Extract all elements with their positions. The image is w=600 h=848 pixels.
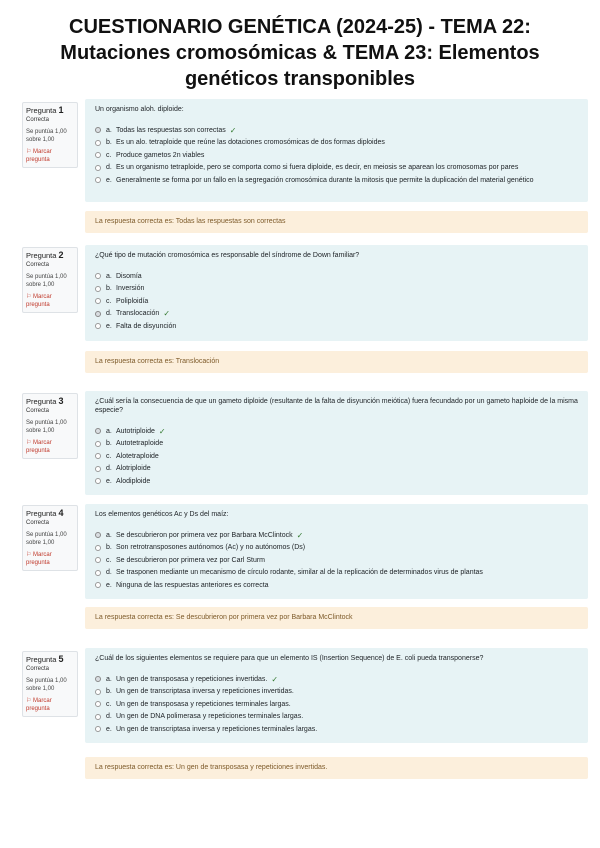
answer-text: Un gen de DNA polimerasa y repeticiones terminales largas. bbox=[116, 713, 304, 721]
answer-text: Un gen de transcriptasa inversa y repeticiones invertidas. bbox=[116, 688, 294, 696]
answer-radio[interactable] bbox=[95, 714, 101, 720]
flag-question-link[interactable] bbox=[26, 697, 74, 713]
answer-text: Ninguna de las respuestas anteriores es correcta bbox=[116, 581, 269, 589]
answer-option[interactable] bbox=[95, 723, 578, 736]
question-number-value: 4 bbox=[58, 508, 64, 518]
question-number-value: 2 bbox=[58, 250, 64, 260]
answer-letter: a. bbox=[106, 675, 112, 683]
answer-text: Autotetraploide bbox=[116, 440, 164, 448]
question-label: Pregunta bbox=[26, 655, 57, 664]
question-text: Un organismo aloh. diploide: bbox=[95, 106, 184, 113]
question-info-panel bbox=[22, 247, 78, 313]
answer-option[interactable] bbox=[95, 554, 578, 567]
answer-text: Es un alo. tetraploide que reúne las dotaciones cromosómicas de dos formas diploides bbox=[116, 139, 385, 147]
answer-text: Un gen de transcriptasa inversa y repeticiones terminales largas. bbox=[116, 725, 318, 733]
answer-letter: e. bbox=[106, 477, 112, 485]
question-number bbox=[26, 509, 74, 518]
answer-option[interactable] bbox=[95, 542, 578, 555]
answer-radio[interactable] bbox=[95, 323, 101, 329]
question-grade: Se puntúa 1,00 sobre 1,00 bbox=[26, 129, 67, 143]
document-title: CUESTIONARIO GENÉTICA (2024-25) - TEMA 22: Mutaciones cromosómicas & TEMA 23: Elementos genéticos transponibles bbox=[60, 16, 540, 90]
answer-option[interactable] bbox=[95, 475, 578, 488]
question-content bbox=[85, 504, 588, 599]
answer-radio[interactable] bbox=[95, 273, 101, 279]
flag-question-link[interactable] bbox=[26, 551, 74, 567]
answer-text: Un gen de transposasa y repeticiones terminales largas. bbox=[116, 700, 291, 708]
answer-option[interactable] bbox=[95, 124, 578, 137]
answer-text: Todas las respuestas son correctas bbox=[116, 126, 226, 134]
answer-radio[interactable] bbox=[95, 441, 101, 447]
question-text: ¿Cuál sería la consecuencia de que un gameto diploide (resultante de la falta de disyunción meiótica) fuera fecundado por un gameto haploide de la misma especie? bbox=[95, 398, 578, 414]
flag-question-link[interactable] bbox=[26, 293, 74, 309]
question-number bbox=[26, 397, 74, 406]
answer-text: Inversión bbox=[116, 285, 145, 293]
answer-radio[interactable] bbox=[95, 453, 101, 459]
question-number-value: 3 bbox=[58, 396, 64, 406]
answer-letter: b. bbox=[106, 139, 112, 147]
answer-radio[interactable] bbox=[95, 676, 101, 682]
answer-text: Un gen de transposasa y repeticiones invertidas. bbox=[116, 675, 268, 683]
answer-text: Se trasponen mediante un mecanismo de círculo rodante, similar al de la replicación de determinados virus de plantas bbox=[116, 569, 483, 577]
question-label: Pregunta bbox=[26, 509, 57, 518]
flag-icon: ⚐ bbox=[26, 294, 34, 300]
question-number-value: 5 bbox=[58, 654, 64, 664]
answer-option[interactable] bbox=[95, 320, 578, 333]
answer-option[interactable] bbox=[95, 174, 578, 187]
answer-radio[interactable] bbox=[95, 177, 101, 183]
answer-option[interactable] bbox=[95, 567, 578, 580]
answer-letter: c. bbox=[106, 297, 112, 305]
question-state: Correcta bbox=[26, 117, 50, 123]
correct-check-icon: ✓ bbox=[296, 530, 304, 540]
answer-letter: b. bbox=[106, 544, 112, 552]
answer-letter: d. bbox=[106, 164, 112, 172]
answer-letter: e. bbox=[106, 322, 112, 330]
answer-text: Autotriploide bbox=[116, 427, 155, 435]
answer-radio[interactable] bbox=[95, 545, 101, 551]
answer-text: Produce gametos 2n viables bbox=[116, 151, 205, 159]
answer-option[interactable] bbox=[95, 137, 578, 150]
answer-radio[interactable] bbox=[95, 689, 101, 695]
answer-text: Poliploidía bbox=[116, 297, 149, 305]
answer-option[interactable] bbox=[95, 673, 578, 686]
answer-option[interactable] bbox=[95, 529, 578, 542]
answer-option[interactable] bbox=[95, 308, 578, 321]
answer-letter: e. bbox=[106, 176, 112, 184]
flag-label: Marcar pregunta bbox=[26, 552, 52, 566]
answer-option[interactable] bbox=[95, 579, 578, 592]
answer-radio[interactable] bbox=[95, 582, 101, 588]
flag-icon: ⚐ bbox=[26, 552, 34, 558]
flag-label: Marcar pregunta bbox=[26, 440, 52, 454]
question-state: Correcta bbox=[26, 262, 50, 268]
answer-radio[interactable] bbox=[95, 726, 101, 732]
answer-text: Se descubrieron por primera vez por Barbara McClintock bbox=[116, 531, 293, 539]
answer-radio[interactable] bbox=[95, 557, 101, 563]
answer-letter: b. bbox=[106, 688, 112, 696]
flag-icon: ⚐ bbox=[26, 698, 34, 704]
flag-label: Marcar pregunta bbox=[26, 294, 52, 308]
answer-text: Falta de disyunción bbox=[116, 322, 177, 330]
answer-radio[interactable] bbox=[95, 286, 101, 292]
answer-option[interactable] bbox=[95, 295, 578, 308]
answer-radio[interactable] bbox=[95, 298, 101, 304]
answer-letter: e. bbox=[106, 581, 112, 589]
correct-check-icon: ✓ bbox=[163, 309, 171, 319]
correct-answer-feedback: La respuesta correcta es: Un gen de transposasa y repeticiones invertidas. bbox=[85, 757, 588, 779]
question-label: Pregunta bbox=[26, 251, 57, 260]
flag-question-link[interactable] bbox=[26, 148, 74, 164]
answer-text: Alodiploide bbox=[116, 477, 151, 485]
answer-text: Translocación bbox=[116, 310, 160, 318]
correct-answer-feedback: La respuesta correcta es: Se descubrieron por primera vez por Barbara McClintock bbox=[85, 607, 588, 629]
answer-letter: c. bbox=[106, 452, 112, 460]
answer-option[interactable] bbox=[95, 711, 578, 724]
question-text: ¿Qué tipo de mutación cromosómica es responsable del síndrome de Down familiar? bbox=[95, 252, 360, 259]
question-content bbox=[85, 245, 588, 341]
answer-option[interactable] bbox=[95, 425, 578, 438]
flag-icon: ⚐ bbox=[26, 149, 34, 155]
answer-option[interactable] bbox=[95, 438, 578, 451]
answer-radio[interactable] bbox=[95, 570, 101, 576]
question-state: Correcta bbox=[26, 666, 50, 672]
answer-text: Se descubrieron por primera vez por Carl Sturm bbox=[116, 556, 266, 564]
answer-letter: a. bbox=[106, 272, 112, 280]
answer-text: Alotriploide bbox=[116, 465, 151, 473]
answer-text: Alotetraploide bbox=[116, 452, 159, 460]
question-number bbox=[26, 106, 74, 115]
answer-radio[interactable] bbox=[95, 311, 101, 317]
question-grade: Se puntúa 1,00 sobre 1,00 bbox=[26, 274, 67, 288]
answer-option[interactable] bbox=[95, 686, 578, 699]
correct-check-icon: ✓ bbox=[271, 674, 279, 684]
answer-option[interactable] bbox=[95, 283, 578, 296]
correct-check-icon: ✓ bbox=[229, 125, 237, 135]
question-content bbox=[85, 648, 588, 743]
answer-text: Son retrotransposones autónomos (Ac) y no autónomos (Ds) bbox=[116, 544, 306, 552]
question-state: Correcta bbox=[26, 408, 50, 414]
answer-radio[interactable] bbox=[95, 140, 101, 146]
answer-letter: d. bbox=[106, 713, 112, 721]
correct-answer-feedback: La respuesta correcta es: Todas las respuestas son correctas bbox=[85, 211, 588, 233]
answer-radio[interactable] bbox=[95, 478, 101, 484]
question-info-panel bbox=[22, 102, 78, 168]
answer-letter: e. bbox=[106, 725, 112, 733]
question-text: ¿Cuál de los siguientes elementos se requiere para que un elemento IS (Insertion Sequence) de E. coli pueda transponerse? bbox=[95, 655, 484, 662]
question-number bbox=[26, 251, 74, 260]
answer-letter: a. bbox=[106, 427, 112, 435]
answer-radio[interactable] bbox=[95, 428, 101, 434]
answer-option[interactable] bbox=[95, 149, 578, 162]
correct-check-icon: ✓ bbox=[158, 426, 166, 436]
answer-radio[interactable] bbox=[95, 466, 101, 472]
question-state: Correcta bbox=[26, 520, 50, 526]
answer-text: Es un organismo tetraploide, pero se comporta como si fuera diploide, es decir, en meiosis se aparean los cromosomas por pares bbox=[116, 164, 519, 172]
question-content bbox=[85, 391, 588, 495]
answer-letter: b. bbox=[106, 285, 112, 293]
question-label: Pregunta bbox=[26, 106, 57, 115]
question-number-value: 1 bbox=[58, 105, 64, 115]
answer-option[interactable] bbox=[95, 270, 578, 283]
flag-question-link[interactable] bbox=[26, 439, 74, 455]
answer-letter: c. bbox=[106, 700, 112, 708]
answer-letter: d. bbox=[106, 569, 112, 577]
answer-radio[interactable] bbox=[95, 127, 101, 133]
question-grade: Se puntúa 1,00 sobre 1,00 bbox=[26, 678, 67, 692]
question-content bbox=[85, 99, 588, 202]
answer-letter: d. bbox=[106, 310, 112, 318]
answer-letter: a. bbox=[106, 531, 112, 539]
answer-radio[interactable] bbox=[95, 152, 101, 158]
answer-radio[interactable] bbox=[95, 532, 101, 538]
flag-label: Marcar pregunta bbox=[26, 149, 52, 163]
answer-letter: a. bbox=[106, 126, 112, 134]
question-info-panel bbox=[22, 393, 78, 459]
question-grade: Se puntúa 1,00 sobre 1,00 bbox=[26, 420, 67, 434]
answer-letter: c. bbox=[106, 151, 112, 159]
flag-icon: ⚐ bbox=[26, 440, 34, 446]
answer-letter: b. bbox=[106, 440, 112, 448]
flag-label: Marcar pregunta bbox=[26, 698, 52, 712]
question-grade: Se puntúa 1,00 sobre 1,00 bbox=[26, 532, 67, 546]
question-info-panel bbox=[22, 505, 78, 571]
answer-radio[interactable] bbox=[95, 701, 101, 707]
answer-option[interactable] bbox=[95, 463, 578, 476]
answer-option[interactable] bbox=[95, 162, 578, 175]
question-info-panel bbox=[22, 651, 78, 717]
correct-answer-feedback: La respuesta correcta es: Translocación bbox=[85, 351, 588, 373]
question-label: Pregunta bbox=[26, 397, 57, 406]
answer-radio[interactable] bbox=[95, 165, 101, 171]
answer-text: Generalmente se forma por un fallo en la segregación cromosómica durante la mitosis que permite la duplicación del material genético bbox=[116, 176, 534, 184]
answer-letter: d. bbox=[106, 465, 112, 473]
question-text: Los elementos genéticos Ac y Ds del maíz: bbox=[95, 511, 229, 518]
question-number bbox=[26, 655, 74, 664]
answer-option[interactable] bbox=[95, 698, 578, 711]
answer-letter: c. bbox=[106, 556, 112, 564]
answer-option[interactable] bbox=[95, 450, 578, 463]
answer-text: Disomía bbox=[116, 272, 142, 280]
